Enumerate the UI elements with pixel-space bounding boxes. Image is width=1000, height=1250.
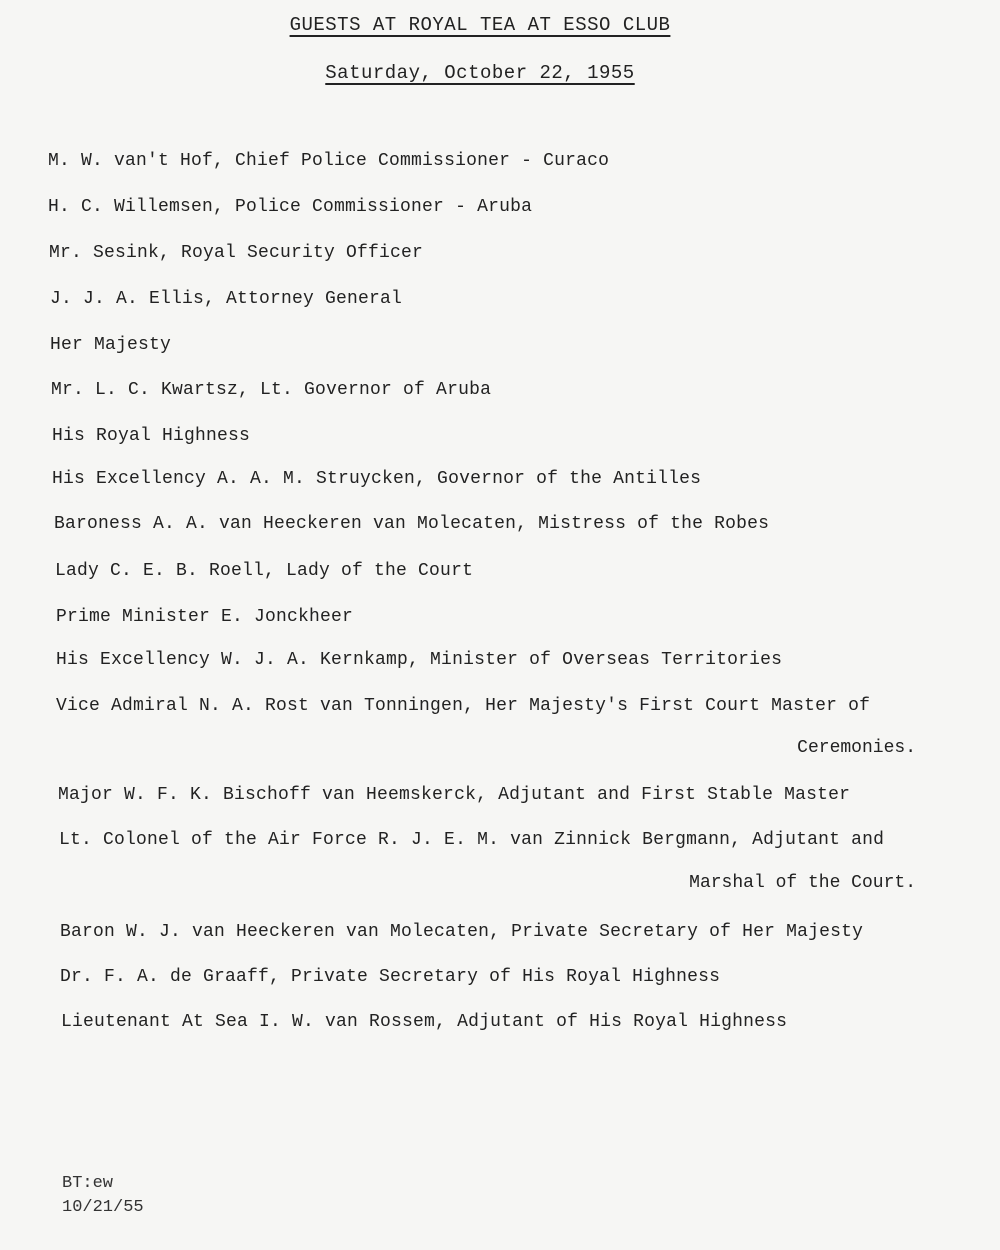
guest-entry: Lieutenant At Sea I. W. van Rossem, Adjutant of His Royal Highness — [61, 1012, 788, 1032]
guest-entry: H. C. Willemsen, Police Commissioner - Aruba — [48, 197, 533, 217]
guest-entry: Vice Admiral N. A. Rost van Tonningen, Her Majesty's First Court Master of — [56, 696, 871, 716]
guest-entry: Mr. L. C. Kwartsz, Lt. Governor of Aruba — [51, 380, 492, 400]
guest-entry-continuation: Ceremonies. — [797, 738, 916, 758]
guest-entry: His Royal Highness — [52, 426, 251, 446]
guest-entry: Dr. F. A. de Graaff, Private Secretary of His Royal Highness — [60, 967, 721, 987]
document-date: Saturday, October 22, 1955 — [325, 62, 635, 84]
guest-entry: Lady C. E. B. Roell, Lady of the Court — [55, 561, 474, 581]
guest-entry: His Excellency A. A. M. Struycken, Governor of the Antilles — [52, 469, 702, 489]
footer-date: 10/21/55 — [62, 1198, 144, 1217]
guest-entry: M. W. van't Hof, Chief Police Commissioner - Curaco — [48, 151, 610, 171]
footer-reference — [62, 1172, 144, 1220]
guest-entry: His Excellency W. J. A. Kernkamp, Minister of Overseas Territories — [56, 650, 783, 670]
guest-entry: Baron W. J. van Heeckeren van Molecaten, Private Secretary of Her Majesty — [60, 922, 864, 942]
typist-initials: BT:ew — [62, 1174, 114, 1193]
guest-entry: Prime Minister E. Jonckheer — [56, 607, 354, 627]
guest-entry: Major W. F. K. Bischoff van Heemskerck, Adjutant and First Stable Master — [58, 785, 851, 805]
guest-entry: J. J. A. Ellis, Attorney General — [50, 289, 403, 309]
guest-entry: Her Majesty — [50, 335, 172, 355]
guest-entry-continuation: Marshal of the Court. — [689, 873, 916, 893]
guest-entry: Lt. Colonel of the Air Force R. J. E. M. van Zinnick Bergmann, Adjutant and — [59, 830, 885, 850]
document-title: GUESTS AT ROYAL TEA AT ESSO CLUB — [289, 14, 671, 36]
guest-entry: Baroness A. A. van Heeckeren van Molecaten, Mistress of the Robes — [54, 514, 770, 534]
guest-entry: Mr. Sesink, Royal Security Officer — [49, 243, 424, 263]
